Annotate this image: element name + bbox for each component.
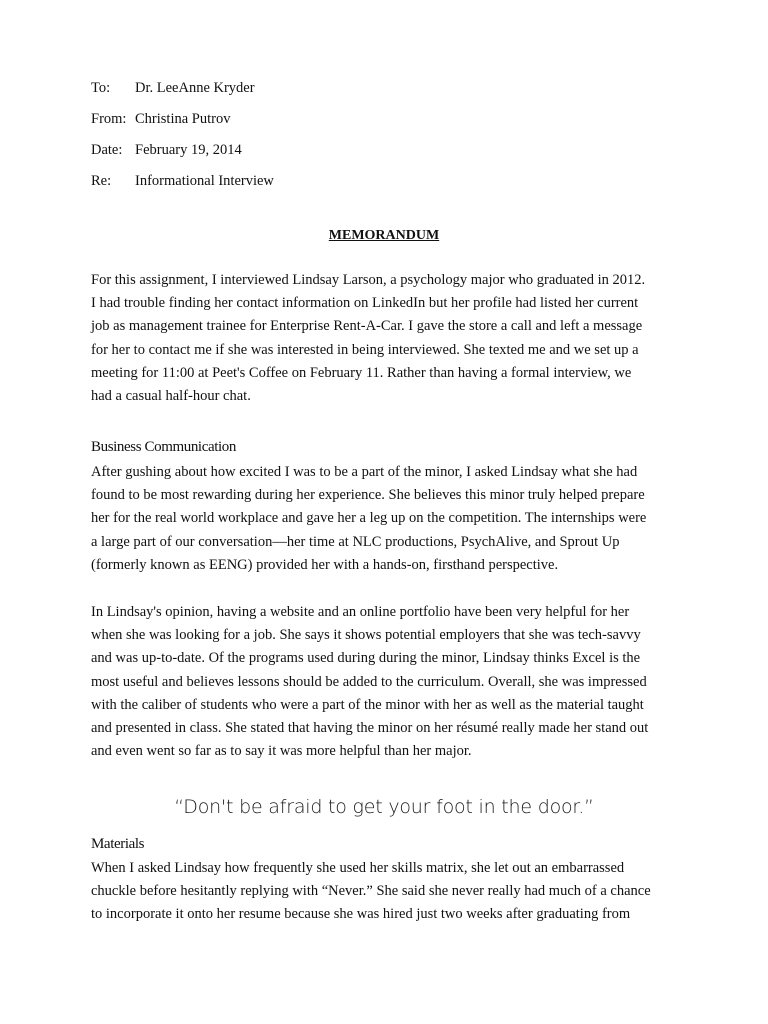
business-p1-line: her for the real world workplace and gave her a leg up on the competition. The internships were <box>91 510 647 527</box>
intro-line: meeting for 11:00 at Peet's Coffee on February 11. Rather than having a formal interview, we <box>91 364 632 381</box>
intro-line: had a casual half-hour chat. <box>91 388 251 405</box>
to-value: Dr. LeeAnne Kryder <box>135 80 255 96</box>
from-label: From: <box>91 111 127 127</box>
business-p2-line: and presented in class. She stated that having the minor on her résumé really made her stand out <box>91 720 649 737</box>
business-p2-line: In Lindsay's opinion, having a website and an online portfolio have been very helpful for her <box>91 604 630 620</box>
memo-header <box>91 78 691 202</box>
business-p2-line: and even went so far as to say it was more helpful than her major. <box>91 743 472 760</box>
business-p1-line: found to be most rewarding during her experience. She believes this minor truly helped prepare <box>91 487 645 504</box>
business-p1-line: (formerly known as EENG) provided her with a hands-on, firsthand perspective. <box>91 556 559 573</box>
from-row <box>91 109 691 140</box>
materials-p1-line: to incorporate it onto her resume because she was hired just two weeks after graduating from <box>91 906 631 923</box>
date-row <box>91 140 691 171</box>
re-row <box>91 171 691 202</box>
date-label: Date: <box>91 142 123 158</box>
re-value: Informational Interview <box>135 173 274 189</box>
intro-paragraph <box>91 269 681 408</box>
business-p2-line: when she was looking for a job. She says it shows potential employers that she was tech-savvy <box>91 627 641 644</box>
intro-line: For this assignment, I interviewed Lindsay Larson, a psychology major who graduated in 2012. <box>91 272 646 288</box>
business-communication-heading: Business Communication <box>91 439 236 455</box>
from-value: Christina Putrov <box>135 111 231 127</box>
business-p1-line: a large part of our conversation—her time at NLC productions, PsychAlive, and Sprout Up <box>91 533 620 550</box>
re-label: Re: <box>91 173 112 189</box>
materials-heading: Materials <box>91 836 145 852</box>
materials-p1-line: When I asked Lindsay how frequently she used her skills matrix, she let out an embarrassed <box>91 860 625 876</box>
business-p2-line: with the caliber of students who were a part of the minor with her as well as the material taught <box>91 696 644 713</box>
business-p2-line: most useful and believes lessons should be added to the curriculum. Overall, she was impressed <box>91 673 647 690</box>
materials-paragraph-1 <box>91 857 681 927</box>
materials-p1-line: chuckle before hesitantly replying with “Never.” She said she never really had much of a chance <box>91 883 651 900</box>
to-row <box>91 78 691 109</box>
business-p2-line: and was up-to-date. Of the programs used during during the minor, Lindsay thinks Excel is the <box>91 650 641 667</box>
intro-line: I had trouble finding her contact information on LinkedIn but her profile had listed her current <box>91 295 639 312</box>
intro-line: job as management trainee for Enterprise Rent-A-Car. I gave the store a call and left a message <box>91 318 643 335</box>
to-label: To: <box>91 80 111 96</box>
intro-line: for her to contact me if she was interested in being interviewed. She texted me and we set up a <box>91 341 639 358</box>
business-paragraph-1 <box>91 461 681 577</box>
business-paragraph-2 <box>91 601 681 763</box>
pull-quote: “Don't be afraid to get your foot in the door.” <box>174 796 594 818</box>
date-value: February 19, 2014 <box>135 142 242 158</box>
business-p1-line: After gushing about how excited I was to be a part of the minor, I asked Lindsay what she had <box>91 464 638 480</box>
memo-title: MEMORANDUM <box>328 228 440 243</box>
